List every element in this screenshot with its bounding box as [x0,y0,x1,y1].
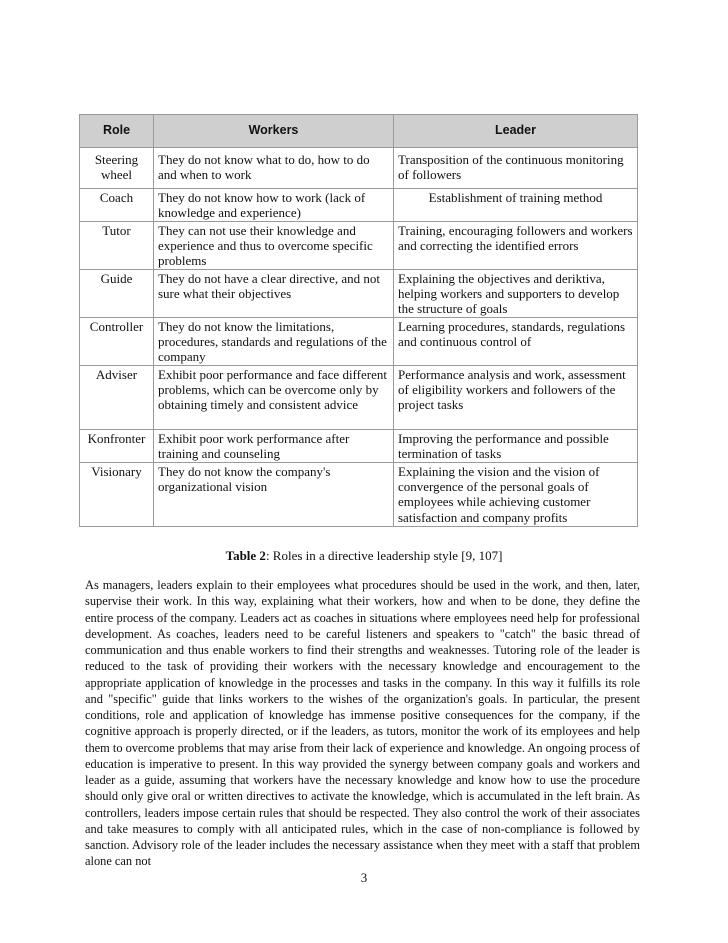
table-row [80,222,638,270]
roles-table [79,114,638,527]
table-row [80,270,638,318]
body-paragraph: As managers, leaders explain to their employees what procedures should be used in the work, and then, later, supervise their work. In this way, explaining what their workers, how and when to be done, they define the entire process of the company. Leaders act as coaches in situations where employees need help for professional development. As coaches, leaders need to be careful listeners and speakers to "catch" the basic thread of communication and thus enable workers to find their strengths and weaknesses. Tutoring role of the leader is reduced to the task of providing their workers with the necessary knowledge and encouragement to the appropriate application of knowledge in the processes and tasks in the company. In this way it fulfills its role and "specific" guide that links workers to the wishes of the organization's goals. In particular, the present conditions, role and application of knowledge has immense positive consequences for the company, if the cognitive approach is properly directed, or if the leaders, as tutors, monitor the work of its employees and help them to overcome problems that may arise from their lack of experience and knowledge. An ongoing process of education is imperative to present. In this way provided the synergy between company goals and workers and leader as a guide, assuming that workers have the necessary knowledge and know how to use the procedure should only give oral or written directives to activate the knowledge, which is accumulated in the left brain. As controllers, leaders impose certain rules that should be respected. They also control the work of their associates and take measures to comply with all anticipated rules, which in the case of non-compliance is followed by sanction. Advisory role of the leader includes the necessary assistance when they meet with a staff that problem alone can not [85,578,640,869]
cell-workers: Exhibit poor work performance after training and counseling [154,430,394,463]
cell-role: Adviser [80,366,154,430]
cell-leader: Explaining the vision and the vision of convergence of the personal goals of employees while achieving customer satisfaction and company profits [394,463,638,527]
cell-workers: They do not know what to do, how to do and when to work [154,148,394,189]
cell-role: Guide [80,270,154,318]
cell-leader: Establishment of training method [394,189,638,222]
cell-workers: They do not know how to work (lack of knowledge and experience) [154,189,394,222]
cell-role: Konfronter [80,430,154,463]
cell-leader: Training, encouraging followers and workers and correcting the identified errors [394,222,638,270]
table-row [80,318,638,366]
table-caption [0,548,728,564]
caption-text: : Roles in a directive leadership style [9, 107] [265,548,503,563]
cell-role: Tutor [80,222,154,270]
header-role: Role [80,115,154,148]
cell-role: Steering wheel [80,148,154,189]
table-row [80,148,638,189]
cell-leader: Performance analysis and work, assessment of eligibility workers and followers of the project tasks [394,366,638,430]
cell-leader: Improving the performance and possible termination of tasks [394,430,638,463]
cell-workers: They do not have a clear directive, and not sure what their objectives [154,270,394,318]
cell-leader: Transposition of the continuous monitoring of followers [394,148,638,189]
cell-role: Visionary [80,463,154,527]
cell-workers: Exhibit poor performance and face different problems, which can be overcome only by obtaining timely and consistent advice [154,366,394,430]
table-row [80,189,638,222]
cell-workers: They do not know the company's organizational vision [154,463,394,527]
cell-workers: They can not use their knowledge and experience and thus to overcome specific problems [154,222,394,270]
table-header-row [80,115,638,148]
header-workers: Workers [154,115,394,148]
header-leader: Leader [394,115,638,148]
cell-role: Coach [80,189,154,222]
cell-leader: Learning procedures, standards, regulations and continuous control of [394,318,638,366]
cell-workers: They do not know the limitations, procedures, standards and regulations of the company [154,318,394,366]
table-row [80,463,638,527]
table-row [80,430,638,463]
table-row [80,366,638,430]
cell-role: Controller [80,318,154,366]
page-number: 3 [360,870,368,885]
cell-leader: Explaining the objectives and deriktiva, helping workers and supporters to develop the structure of goals [394,270,638,318]
caption-label: Table 2 [225,548,266,563]
